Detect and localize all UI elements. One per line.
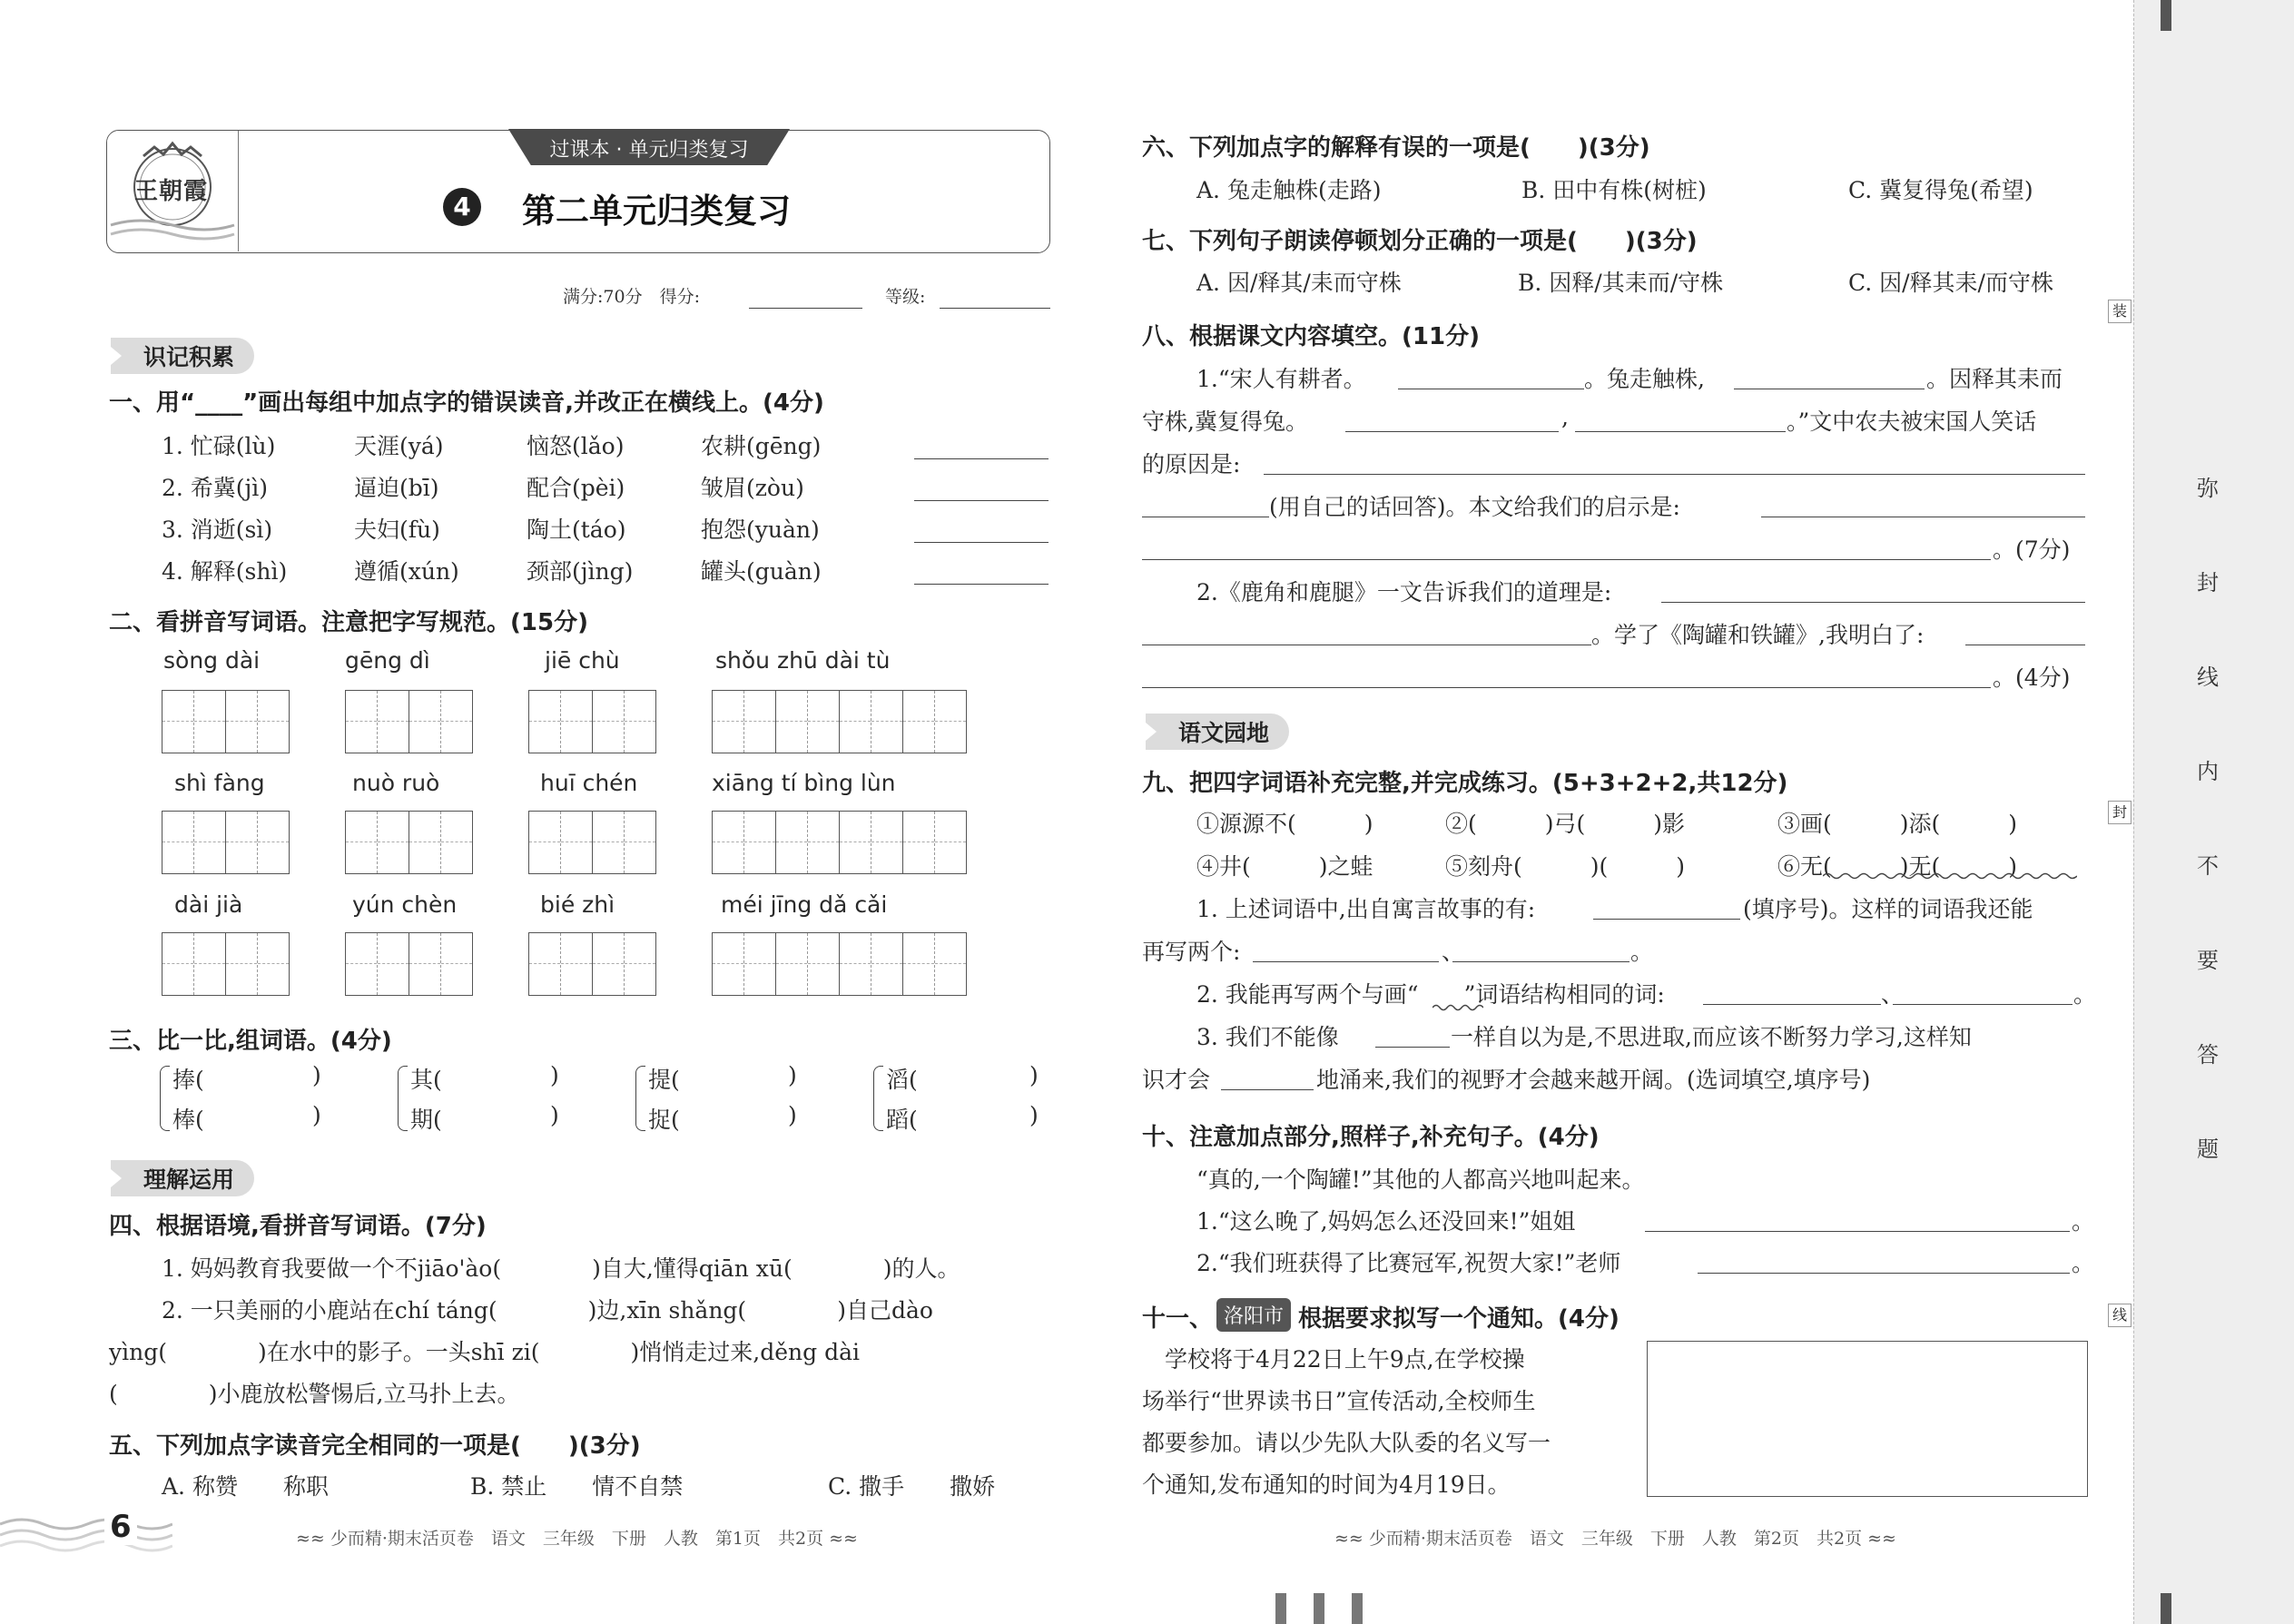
q7-title: 七、下列句子朗读停顿划分正确的一项是( )(3分) [1142,228,1698,255]
unit-badge [443,188,481,226]
q2-grid-1-1[interactable] [162,690,290,753]
q6-option-a[interactable]: A. 兔走触株(走路) [1196,177,1382,203]
q9-blank-6[interactable] [1375,1047,1450,1048]
q11-city-badge [1216,1298,1291,1332]
q3-brace-4 [873,1066,883,1131]
score-blank[interactable] [749,308,862,309]
q2-pinyin-3-2: yún chèn [352,891,458,918]
q9-line2: 再写两个: [1142,939,1241,965]
q9-wavy-example [1433,1003,1483,1012]
q8-line2-a: 守株,冀复得兔。 [1142,408,1308,435]
q9-blank-3[interactable] [1452,961,1629,962]
q2-title: 二、看拼音写词语。注意把字写规范。(15分) [109,609,588,636]
bottom-marks [1275,1593,1375,1624]
q4-line-4: ( )小鹿放松警惕后,立马扑上去。 [109,1381,520,1407]
q1-row2-c4: 皱眉(zòu) [701,475,804,501]
q3-word-3a: 提( [648,1067,680,1093]
q2-pinyin-1-2: gēng dì [345,647,430,674]
q8-line8-end: 。(4分) [1993,664,2071,691]
q8-line2-b: 。”文中农夫被宋国人笑话 [1787,408,2037,435]
q9-sep-2: 、 [1881,981,1905,1008]
q2-pinyin-3-1: dài jià [174,891,243,918]
q9-row1-1: ①源源不( ) [1196,811,1373,837]
q9-row1-2: ②( )弓( )影 [1445,811,1686,837]
q4-title: 四、根据语境,看拼音写词语。(7分) [109,1213,487,1240]
q11-text-3: 都要参加。请以少先队大队委的名义写一 [1142,1430,1551,1456]
q1-row3-c4: 抱怨(yuàn) [701,517,820,543]
q8-line1-b: 。兔走触株, [1584,366,1705,392]
q1-row3-c1: 3. 消逝(sì) [162,517,273,543]
unit-badge-number: 4 [453,192,471,221]
q3-close-3b[interactable]: ) [788,1102,797,1128]
q3-close-2a[interactable]: ) [550,1062,559,1088]
q3-group-2 [398,1062,561,1135]
q3-word-4a: 滔( [886,1067,918,1093]
q10-end-1: 。 [2072,1208,2095,1235]
q1-row3-c3: 陶土(táo) [527,517,626,543]
q2-pinyin-1-4: shǒu zhū dài tù [715,647,891,674]
q3-brace-2 [398,1066,408,1131]
q8-line3: 的原因是: [1142,451,1241,477]
q8-blank-3[interactable] [1345,431,1559,432]
q11-prefix: 十一、 [1142,1305,1214,1333]
q8-blank-5[interactable] [1264,474,2085,475]
q8-line6: 2.《鹿角和鹿腿》一文告诉我们的道理是: [1196,579,1612,605]
page-title: 第二单元归类复习 [522,192,791,231]
q3-brace-1 [160,1066,170,1131]
q1-answer-line-4[interactable] [914,584,1049,585]
q1-row4-c2: 遵循(xún) [354,558,459,585]
tag-arrow-2 [111,1169,122,1187]
q9-title: 九、把四字词语补充完整,并完成练习。(5+3+2+2,共12分) [1142,770,1788,797]
q10-line1: 1.“这么晚了,妈妈怎么还没回来!”姐姐 [1196,1208,1576,1235]
q2-pinyin-1-3: jiē chù [545,647,620,674]
q9-row2-2: ⑤刻舟( )( ) [1445,853,1686,880]
footer-right: ≈≈ 少而精·期末活页卷 语文 三年级 下册 人教 第2页 共2页 ≈≈ [1334,1529,1896,1549]
tag-arrow-3 [1146,723,1157,741]
q10-line2: 2.“我们班获得了比赛冠军,祝贺大家!”老师 [1196,1250,1621,1276]
section-tag-garden: 语文园地 [1146,714,1289,750]
q2-grid-1-4[interactable] [712,690,967,753]
q1-row4-c4: 罐头(guàn) [701,558,822,585]
q2-grid-1-2[interactable] [345,690,473,753]
q1-row2-c3: 配合(pèi) [527,475,625,501]
q9-blank-7[interactable] [1221,1089,1314,1090]
q3-group-1 [160,1062,323,1135]
section-tag-application: 理解运用 [111,1160,254,1196]
q1-row1-c4: 农耕(gēng) [701,433,822,459]
q6-title: 六、下列加点字的解释有误的一项是( )(3分) [1142,134,1650,162]
q1-row3-c2: 夫妇(fù) [354,517,440,543]
q1-row4-c3: 颈部(jìng) [527,558,634,585]
q3-title: 三、比一比,组词语。(4分) [109,1028,392,1055]
grade-blank[interactable] [940,308,1050,309]
section-tag-memory: 识记积累 [111,338,254,374]
score-line: 满分:70分 得分: [563,287,700,307]
q5-option-c[interactable]: C. 撒手 撒娇 [828,1473,996,1500]
q9-line1-a: 1. 上述词语中,出自寓言故事的有: [1196,896,1536,922]
q10-example: “真的,一个陶罐!”其他的人都高兴地叫起来。 [1196,1166,1645,1193]
q9-sep-1: 、 [1442,939,1465,965]
binding-divider [2133,0,2134,1624]
binding-mark-bottom [2161,1593,2171,1624]
q5-option-b[interactable]: B. 禁止 情不自禁 [470,1473,684,1500]
q9-line3: 2. 我能再写两个与画“ ”词语结构相同的词: [1196,981,1665,1008]
q1-row2-c1: 2. 希冀(jì) [162,475,269,501]
q8-comma: , [1561,404,1569,430]
q3-word-2b: 期( [410,1107,442,1133]
q2-grid-1-3[interactable] [528,690,656,753]
q2-pinyin-2-2: nuò ruò [352,770,440,796]
q9-end-2: 。 [2073,981,2097,1008]
cut-label-1-text: 装 [2112,302,2127,320]
cut-label-3 [2108,1304,2132,1327]
q3-close-3a[interactable]: ) [788,1062,797,1088]
bottom-mark-1 [1275,1593,1286,1624]
q1-answer-line-1[interactable] [914,458,1049,459]
q8-title: 八、根据课文内容填空。(11分) [1142,323,1480,350]
cut-label-2-text: 封 [2112,803,2127,821]
q1-title: 一、用“____”画出每组中加点字的错误读音,并改正在横线上。(4分) [109,389,824,417]
binding-mark-top [2161,0,2171,31]
q9-blank-1[interactable] [1593,919,1740,920]
q2-grid-2-1[interactable] [162,811,290,874]
q5-title: 五、下列加点字读音完全相同的一项是( )(3分) [109,1432,641,1460]
q5-option-a[interactable]: A. 称赞 称职 [162,1473,329,1500]
cut-label-1 [2108,300,2132,323]
q8-blank-4[interactable] [1575,431,1786,432]
q1-row2-c2: 逼迫(bī) [354,475,439,501]
q3-group-4 [873,1062,1046,1135]
q8-blank-9[interactable] [1661,602,2085,603]
logo [107,131,239,251]
q1-answer-line-3[interactable] [914,542,1049,543]
q2-pinyin-3-3: bié zhì [540,891,615,918]
q2-grid-3-1[interactable] [162,932,290,996]
q11-text-1: 学校将于4月22日上午9点,在学校操 [1142,1346,1525,1373]
footer-wave-left [0,1511,172,1557]
q11-text-4: 个通知,发布通知的时间为4月19日。 [1142,1471,1511,1498]
q3-word-4b: 蹈( [886,1107,918,1133]
q9-line1-b: (填序号)。这样的词语我还能 [1743,896,2033,922]
q1-row4-c1: 4. 解释(shì) [162,558,288,585]
q8-line4: (用自己的话回答)。本文给我们的启示是: [1269,494,1680,520]
grade-label: 等级: [885,287,926,307]
q9-line4-a: 3. 我们不能像 [1196,1024,1339,1050]
q2-pinyin-3-4: méi jīng dǎ cǎi [721,891,888,918]
bottom-mark-3 [1352,1593,1363,1624]
cut-label-2 [2108,801,2132,824]
q2-grid-2-3[interactable] [528,811,656,874]
footer-left: ≈≈ 少而精·期末活页卷 语文 三年级 下册 人教 第1页 共2页 ≈≈ [296,1529,858,1549]
margin-char-6: 要 [2197,948,2219,973]
q2-grid-2-4[interactable] [712,811,967,874]
tag-arrow-1 [111,347,122,365]
q2-pinyin-1-1: sòng dài [163,647,261,674]
q9-line5-b: 地涌来,我们的视野才会越来越开阔。(选词填空,填序号) [1316,1067,1871,1093]
q3-close-2b[interactable]: ) [550,1102,559,1128]
q4-line-1: 1. 妈妈教育我要做一个不jiāo'ào( )自大,懂得qiān xū( )的人。 [162,1255,960,1282]
q2-grid-3-3[interactable] [528,932,656,996]
q3-close-4a[interactable]: ) [1029,1062,1039,1088]
q6-option-b[interactable]: B. 田中有株(树桩) [1521,177,1707,203]
q7-option-c[interactable]: C. 因/释其耒/而守株 [1848,270,2053,296]
margin-char-7: 答 [2197,1042,2219,1068]
q9-wavy-underline [1823,871,2077,881]
cut-label-3-text: 线 [2112,1306,2127,1324]
q9-blank-5[interactable] [1893,1004,2072,1005]
q2-pinyin-2-1: shì fàng [174,770,265,796]
q3-word-2a: 其( [410,1067,442,1093]
q4-line-3: yìng( )在水中的影子。一头shī zi( )悄悄走过来,děng dài [109,1339,860,1365]
q3-brace-3 [635,1066,645,1131]
q1-row1-c1: 1. 忙碌(lù) [162,433,276,459]
q10-end-2: 。 [2072,1250,2095,1276]
q11-city-label: 洛阳市 [1224,1305,1285,1328]
q11-text-2: 场举行“世界读书日”宣传活动,全校师生 [1142,1388,1536,1414]
margin-char-1: 弥 [2197,476,2219,501]
q9-row2-1: ④井( )之蛙 [1196,853,1373,880]
q3-close-4b[interactable]: ) [1029,1102,1039,1128]
q1-row1-c2: 天涯(yá) [354,433,444,459]
q8-blank-12[interactable] [1142,687,1991,688]
q2-pinyin-2-3: huī chén [540,770,638,796]
margin-char-3: 线 [2197,664,2219,690]
q3-word-3b: 捉( [648,1107,680,1133]
q9-blank-2[interactable] [1253,961,1439,962]
bottom-mark-2 [1314,1593,1324,1624]
q9-row2-3: ⑥无( )无( ) [1777,853,2018,880]
q11-title: 根据要求拟写一个通知。(4分) [1298,1305,1620,1333]
q8-blank-8[interactable] [1142,559,1991,560]
margin-char-4: 内 [2197,759,2219,784]
q6-option-c[interactable]: C. 冀复得兔(希望) [1848,177,2033,203]
q10-blank-1[interactable] [1645,1231,2070,1232]
q7-option-b[interactable]: B. 因释/其耒而/守株 [1518,270,1724,296]
q3-close-1a[interactable]: ) [312,1062,321,1088]
page-number: 6 [104,1509,137,1545]
q3-word-1a: 捧( [172,1067,204,1093]
margin-char-5: 不 [2197,853,2219,879]
q9-end-1: 。 [1630,939,1654,965]
q1-row1-c3: 恼怒(lǎo) [527,433,625,459]
q2-grid-2-2[interactable] [345,811,473,874]
q2-pinyin-2-4: xiāng tí bìng lùn [712,770,896,796]
q9-blank-4[interactable] [1703,1004,1881,1005]
q2-grid-3-2[interactable] [345,932,473,996]
logo-text: 王朝霞 [134,178,209,205]
q9-line4-b: 一样自以为是,不思进取,而应该不断努力学习,这样知 [1451,1024,1972,1050]
q8-line1-c: 。因释其耒而 [1926,366,2063,392]
q3-close-1b[interactable]: ) [312,1102,321,1128]
q8-line7: 。学了《陶罐和铁罐》,我明白了: [1591,622,1925,648]
q7-option-a[interactable]: A. 因/释其/耒而守株 [1196,270,1402,296]
q4-line-2: 2. 一只美丽的小鹿站在chí táng( )边,xīn shǎng( )自己dào [162,1297,933,1324]
q8-line5-end: 。(7分) [1993,536,2071,563]
q10-blank-2[interactable] [1698,1273,2070,1274]
q9-row1-3: ③画( )添( ) [1777,811,2018,837]
q2-grid-3-4[interactable] [712,932,967,996]
q11-answer-box[interactable] [1647,1341,2088,1497]
q10-title: 十、注意加点部分,照样子,补充句子。(4分) [1142,1124,1600,1151]
q8-line1-a: 1.“宋人有耕者。 [1196,366,1366,392]
margin-char-8: 题 [2197,1137,2219,1162]
q1-answer-line-2[interactable] [914,500,1049,501]
q3-group-3 [635,1062,799,1135]
q3-word-1b: 棒( [172,1107,204,1133]
margin-char-2: 封 [2197,570,2219,595]
q9-line5-a: 识才会 [1142,1067,1211,1093]
binding-strip [2133,0,2294,1624]
banner-text: 过课本 · 单元归类复习 [549,139,749,162]
